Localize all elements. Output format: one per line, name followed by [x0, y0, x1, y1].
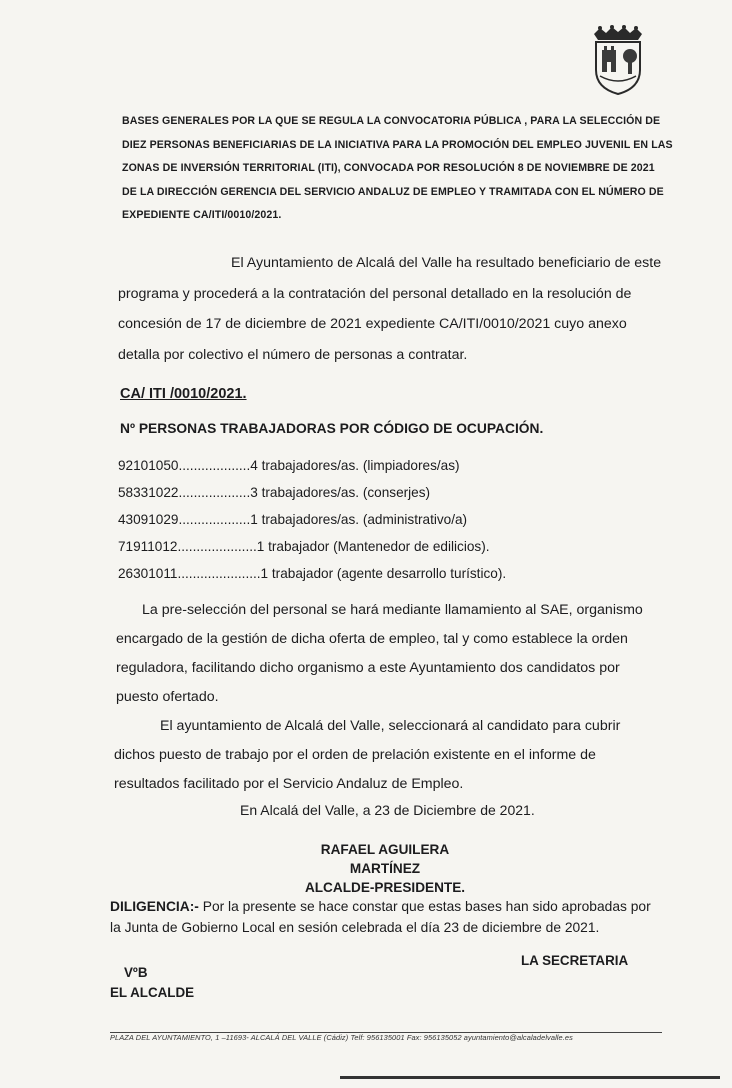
list-item: 26301011......................1 trabajador (agente desarrollo turístico). — [118, 566, 507, 581]
paragraph-line: puesto ofertado. — [116, 689, 219, 705]
date-line: En Alcalá del Valle, a 23 de Diciembre de 2021. — [240, 802, 535, 818]
intro-paragraph — [118, 248, 663, 370]
title-line: ZONAS DE INVERSIÓN TERRITORIAL (ITI), CONVOCADA POR RESOLUCIÓN 8 DE NOVIEMBRE DE 2021 — [122, 162, 655, 174]
paragraph-line: encargado de la gestión de dicha oferta de empleo, tal y como establece la orden — [116, 631, 628, 647]
list-item: 92101050...................4 trabajadores/as. (limpiadores/as) — [118, 458, 460, 473]
paragraph-line: La pre-selección del personal se hará mediante llamamiento al SAE, organismo — [142, 602, 643, 618]
paragraph-line: detalla por colectivo el número de personas a contratar. — [118, 346, 468, 363]
signatory-role: ALCALDE-PRESIDENTE. — [304, 880, 466, 895]
approval-label: VºB — [124, 965, 148, 980]
paragraph-line: programa y procederá a la contratación del personal detallado en la resolución de — [118, 285, 632, 302]
paragraph-line: El Ayuntamiento de Alcalá del Valle ha resultado beneficiario de este — [231, 255, 662, 271]
document-title — [122, 110, 673, 228]
diligencia-label: DILIGENCIA:- — [110, 899, 199, 914]
paragraph-line: El ayuntamiento de Alcalá del Valle, seleccionará al candidato para cubrir — [160, 718, 621, 734]
mayor-label: EL ALCALDE — [110, 985, 195, 1000]
title-line: DE LA DIRECCIÓN GERENCIA DEL SERVICIO ANDALUZ DE EMPLEO Y TRAMITADA CON EL NÚMERO DE — [122, 185, 664, 198]
paragraph-line: dichos puesto de trabajo por el orden de prelación existente en el informe de — [114, 747, 596, 763]
diligencia-text: la Junta de Gobierno Local en sesión celebrada el día 23 de diciembre de 2021. — [110, 920, 600, 935]
occupation-code-list — [118, 452, 506, 587]
selection-paragraph — [114, 712, 659, 799]
footer-address: PLAZA DEL AYUNTAMIENTO, 1 –11693- ALCALÁ DEL VALLE (Cádiz) Telf: 956135001 Fax: 956135052 ayuntamiento@alcaladelvalle.es — [110, 1033, 573, 1042]
title-line: EXPEDIENTE CA/ITI/0010/2021. — [122, 209, 282, 221]
paragraph-line: resultados facilitado por el Servicio Andaluz de Empleo. — [114, 776, 464, 792]
scan-edge-line — [340, 1076, 720, 1079]
paragraph-line: concesión de 17 de diciembre de 2021 expediente CA/ITI/0010/2021 cuyo anexo — [118, 316, 627, 332]
coat-of-arms-icon — [588, 24, 648, 96]
diligencia-note — [110, 896, 662, 938]
list-item: 43091029...................1 trabajadores/as. (administrativo/a) — [118, 512, 468, 527]
paragraph-line: reguladora, facilitando dicho organismo a este Ayuntamiento dos candidatos por — [116, 660, 620, 676]
list-heading: Nº PERSONAS TRABAJADORAS POR CÓDIGO DE OCUPACIÓN. — [120, 421, 544, 436]
signatory-name: RAFAEL AGUILERA MARTÍNEZ — [320, 842, 450, 876]
title-line: DIEZ PERSONAS BENEFICIARIAS DE LA INICIATIVA PARA LA PROMOCIÓN DEL EMPLEO JUVENIL EN LAS — [122, 138, 673, 151]
preselection-paragraph — [116, 596, 661, 712]
secretary-label: LA SECRETARIA — [521, 953, 629, 968]
list-item: 71911012.....................1 trabajador (Mantenedor de edilicios). — [118, 539, 490, 554]
expediente-heading: CA/ ITI /0010/2021. — [120, 386, 247, 402]
title-line: BASES GENERALES POR LA QUE SE REGULA LA CONVOCATORIA PÚBLICA , PARA LA SELECCIÓN DE — [122, 115, 661, 127]
list-item: 58331022...................3 trabajadores/as. (conserjes) — [118, 485, 431, 500]
signature-block — [290, 840, 480, 897]
diligencia-text: Por la presente se hace constar que estas bases han sido aprobadas por — [198, 899, 651, 914]
